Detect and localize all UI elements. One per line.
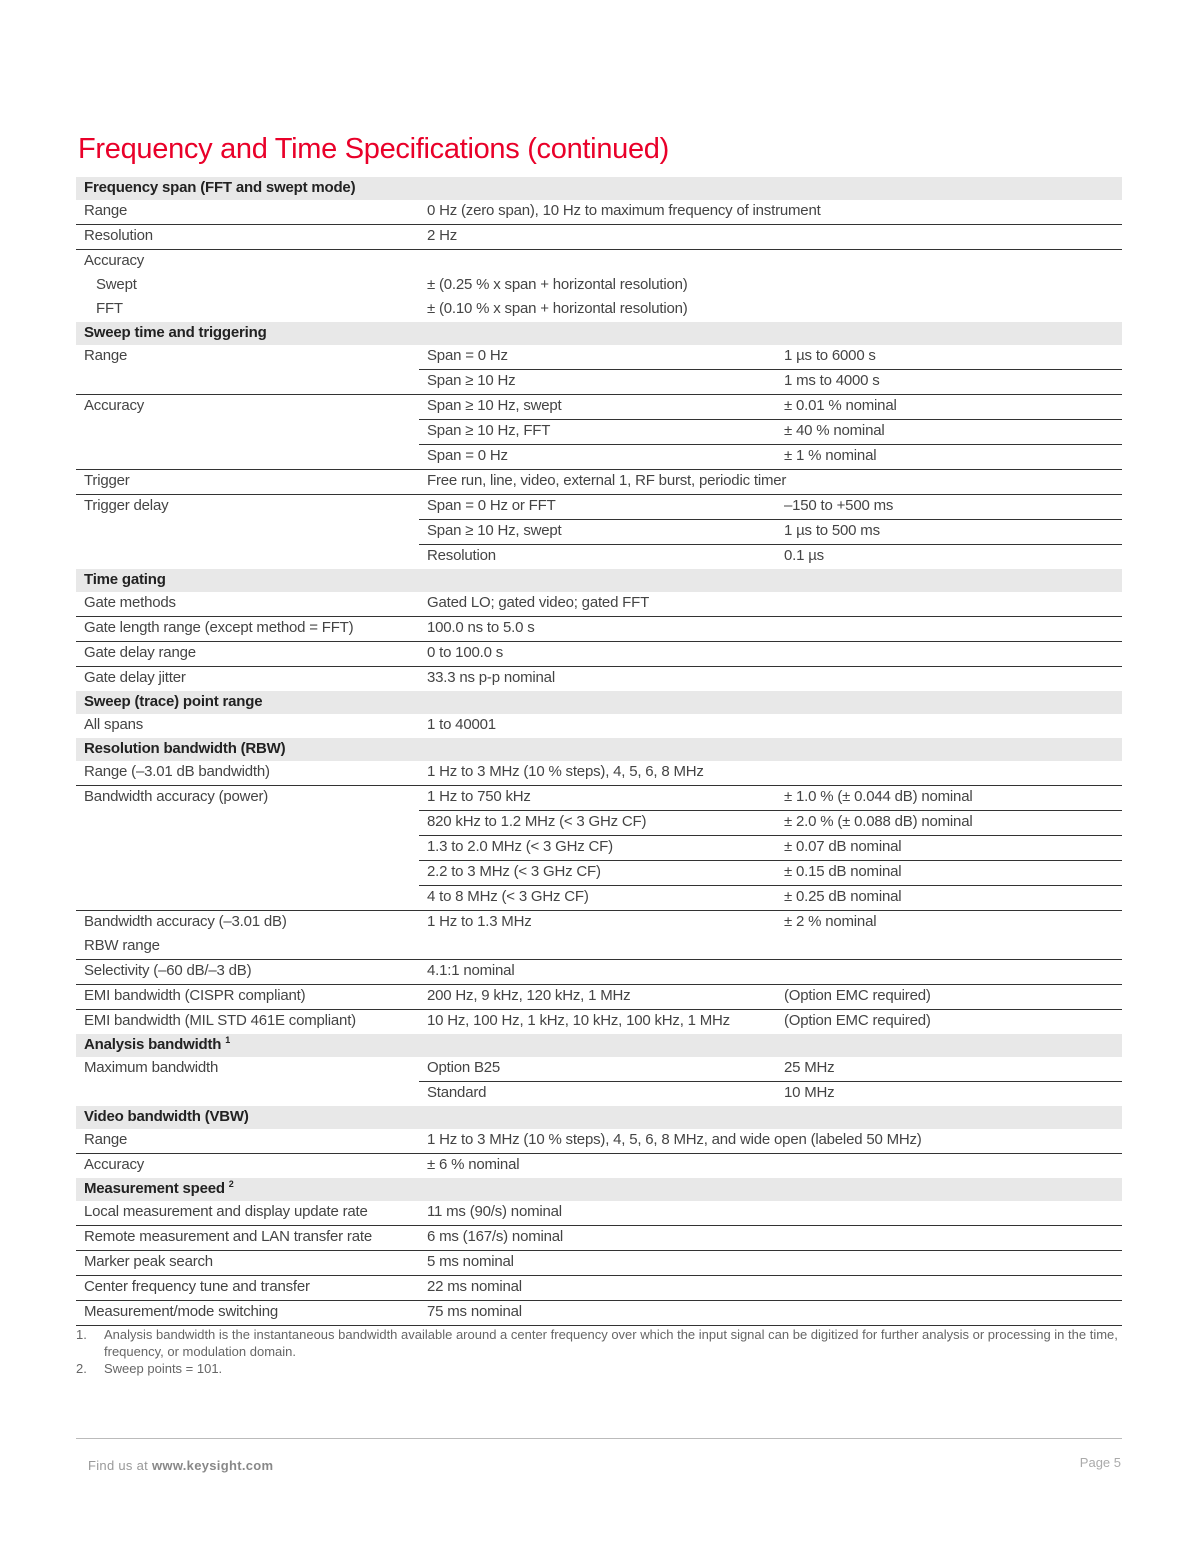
page-title: Frequency and Time Specifications (continued) bbox=[78, 133, 669, 166]
table-row bbox=[76, 1301, 1122, 1326]
row-label: Selectivity (–60 dB/–3 dB) bbox=[76, 960, 419, 985]
page-number: Page 5 bbox=[1079, 1455, 1121, 1470]
heading-text: Analysis bandwidth bbox=[84, 1036, 222, 1053]
footnote bbox=[76, 1360, 1122, 1377]
row-value: ± 0.25 dB nominal bbox=[776, 886, 1122, 911]
row-value: ± 0.15 dB nominal bbox=[776, 861, 1122, 886]
row-value: ± 2 % nominal bbox=[776, 911, 1122, 936]
row-label: Trigger delay bbox=[76, 495, 419, 520]
table-row bbox=[76, 225, 1122, 250]
row-condition: Span ≥ 10 Hz, swept bbox=[419, 395, 776, 420]
row-value: ± 0.07 dB nominal bbox=[776, 836, 1122, 861]
row-condition: Span ≥ 10 Hz bbox=[419, 370, 776, 395]
row-condition: Standard bbox=[419, 1082, 776, 1107]
row-label: All spans bbox=[84, 716, 144, 733]
row-label: Trigger bbox=[76, 470, 419, 495]
section-header bbox=[76, 738, 1122, 761]
section-heading: Sweep (trace) point range bbox=[76, 691, 1122, 714]
table-row bbox=[76, 935, 1122, 960]
table-row bbox=[76, 960, 1122, 985]
row-condition: 2.2 to 3 MHz (< 3 GHz CF) bbox=[419, 861, 776, 886]
table-row bbox=[76, 420, 1122, 445]
row-value: 25 MHz bbox=[784, 1059, 835, 1076]
row-value: ± 1 % nominal bbox=[776, 445, 1122, 470]
row-value: 75 ms nominal bbox=[419, 1301, 1122, 1326]
row-value: 1 ms to 4000 s bbox=[776, 370, 1122, 395]
row-value: ± 40 % nominal bbox=[776, 420, 1122, 445]
row-value: 33.3 ns p-p nominal bbox=[419, 667, 1122, 692]
table-row bbox=[76, 520, 1122, 545]
row-value: ± 2.0 % (± 0.088 dB) nominal bbox=[776, 811, 1122, 836]
row-condition: Span = 0 Hz bbox=[427, 347, 508, 364]
row-value: 22 ms nominal bbox=[419, 1276, 1122, 1301]
row-value: 2 Hz bbox=[419, 225, 1122, 250]
row-value: 1 to 40001 bbox=[427, 716, 496, 733]
row-label: Range bbox=[84, 347, 128, 364]
row-label: Local measurement and display update rate bbox=[84, 1203, 368, 1220]
table-row bbox=[76, 761, 1122, 786]
table-row bbox=[76, 911, 1122, 936]
table-row bbox=[76, 714, 1122, 738]
section-heading: Time gating bbox=[76, 569, 1122, 592]
table-row bbox=[76, 274, 1122, 298]
footnote-number: 1. bbox=[76, 1327, 87, 1342]
table-row bbox=[76, 250, 1122, 275]
row-value: 1 µs to 6000 s bbox=[784, 347, 876, 364]
row-label: RBW range bbox=[84, 937, 160, 954]
footer-find-us bbox=[88, 1458, 273, 1473]
row-label: EMI bandwidth (CISPR compliant) bbox=[76, 985, 419, 1010]
section-header bbox=[76, 322, 1122, 345]
table-row bbox=[76, 1082, 1122, 1107]
table-row bbox=[76, 1057, 1122, 1082]
row-condition: 1.3 to 2.0 MHz (< 3 GHz CF) bbox=[419, 836, 776, 861]
footer-website-link[interactable]: www.keysight.com bbox=[152, 1458, 274, 1473]
section-heading: Sweep time and triggering bbox=[76, 322, 1122, 345]
row-label: Center frequency tune and transfer bbox=[76, 1276, 419, 1301]
section-header bbox=[76, 177, 1122, 200]
section-header bbox=[76, 1178, 1122, 1201]
section-header bbox=[76, 1106, 1122, 1129]
row-label: Gate methods bbox=[84, 594, 176, 611]
row-value: ± 6 % nominal bbox=[419, 1154, 1122, 1179]
row-label: Accuracy bbox=[76, 1154, 419, 1179]
footer-divider bbox=[76, 1438, 1122, 1439]
section-header bbox=[76, 1034, 1122, 1057]
row-label: EMI bandwidth (MIL STD 461E compliant) bbox=[76, 1010, 419, 1035]
table-row bbox=[76, 345, 1122, 370]
section-heading bbox=[76, 1034, 1122, 1057]
row-value: 6 ms (167/s) nominal bbox=[419, 1226, 1122, 1251]
row-value: 11 ms (90/s) nominal bbox=[427, 1203, 562, 1220]
row-value: Free run, line, video, external 1, RF burst, periodic timer bbox=[419, 470, 1122, 495]
row-value: 4.1:1 nominal bbox=[419, 960, 1122, 985]
table-row bbox=[76, 1226, 1122, 1251]
table-row bbox=[76, 1276, 1122, 1301]
row-value: 1 Hz to 3 MHz (10 % steps), 4, 5, 6, 8 MHz, and wide open (labeled 50 MHz) bbox=[427, 1131, 922, 1148]
row-condition: Resolution bbox=[419, 545, 776, 570]
row-condition: Option B25 bbox=[427, 1059, 501, 1076]
row-value: 1 Hz to 3 MHz (10 % steps), 4, 5, 6, 8 MHz bbox=[427, 763, 704, 780]
table-row bbox=[76, 1154, 1122, 1179]
table-row bbox=[76, 1201, 1122, 1226]
row-label: Range bbox=[84, 1131, 128, 1148]
row-label: Resolution bbox=[76, 225, 419, 250]
row-label: Bandwidth accuracy (power) bbox=[76, 786, 419, 811]
row-value: ± 1.0 % (± 0.044 dB) nominal bbox=[776, 786, 1122, 811]
row-condition: Span ≥ 10 Hz, FFT bbox=[419, 420, 776, 445]
row-condition: Span ≥ 10 Hz, swept bbox=[419, 520, 776, 545]
table-row bbox=[76, 617, 1122, 642]
table-row bbox=[76, 298, 1122, 322]
heading-text: Measurement speed bbox=[84, 1180, 225, 1197]
table-row bbox=[76, 1129, 1122, 1154]
row-value: 10 Hz, 100 Hz, 1 kHz, 10 kHz, 100 kHz, 1 MHz bbox=[419, 1010, 776, 1035]
spec-table bbox=[76, 177, 1122, 1326]
row-note: (Option EMC required) bbox=[776, 1010, 1122, 1035]
footer-prefix: Find us at bbox=[88, 1458, 149, 1473]
row-value: ± 0.01 % nominal bbox=[776, 395, 1122, 420]
table-row bbox=[76, 1010, 1122, 1035]
table-row bbox=[76, 1251, 1122, 1276]
table-row bbox=[76, 395, 1122, 420]
row-value: ± (0.10 % x span + horizontal resolution) bbox=[427, 300, 688, 317]
row-condition: Span = 0 Hz bbox=[419, 445, 776, 470]
row-label: Marker peak search bbox=[76, 1251, 419, 1276]
row-value: 200 Hz, 9 kHz, 120 kHz, 1 MHz bbox=[419, 985, 776, 1010]
row-value: 100.0 ns to 5.0 s bbox=[419, 617, 1122, 642]
section-heading: Video bandwidth (VBW) bbox=[76, 1106, 1122, 1129]
footnote-number: 2. bbox=[76, 1361, 87, 1376]
row-label: Measurement/mode switching bbox=[76, 1301, 419, 1326]
table-row bbox=[76, 370, 1122, 395]
row-label: Accuracy bbox=[76, 395, 419, 420]
row-label: Gate delay jitter bbox=[76, 667, 419, 692]
row-value: ± (0.25 % x span + horizontal resolution) bbox=[427, 276, 688, 293]
table-row bbox=[76, 592, 1122, 617]
table-row bbox=[76, 811, 1122, 836]
row-condition: 1 Hz to 1.3 MHz bbox=[419, 911, 776, 936]
section-header bbox=[76, 569, 1122, 592]
row-value: Gated LO; gated video; gated FFT bbox=[427, 594, 650, 611]
row-label: Range bbox=[84, 202, 128, 219]
footnote-text: Analysis bandwidth is the instantaneous bandwidth available around a center frequency over which the input signal can be digitized for further analysis or processing in the time, frequency, or modulation domain. bbox=[104, 1327, 1118, 1359]
table-row bbox=[76, 445, 1122, 470]
table-row bbox=[76, 495, 1122, 520]
table-row bbox=[76, 470, 1122, 495]
row-value: 5 ms nominal bbox=[419, 1251, 1122, 1276]
row-condition: 820 kHz to 1.2 MHz (< 3 GHz CF) bbox=[419, 811, 776, 836]
row-label: Remote measurement and LAN transfer rate bbox=[76, 1226, 419, 1251]
table-row bbox=[76, 642, 1122, 667]
row-value: 10 MHz bbox=[776, 1082, 1122, 1107]
footnotes bbox=[76, 1326, 1122, 1377]
footnote-ref: 1 bbox=[225, 1035, 231, 1045]
table-row bbox=[76, 861, 1122, 886]
row-value: –150 to +500 ms bbox=[776, 495, 1122, 520]
section-heading: Resolution bandwidth (RBW) bbox=[76, 738, 1122, 761]
footnote-text: Sweep points = 101. bbox=[104, 1361, 223, 1376]
row-label: Accuracy bbox=[76, 250, 419, 275]
row-condition: Span = 0 Hz or FFT bbox=[419, 495, 776, 520]
table-row bbox=[76, 786, 1122, 811]
row-value: 1 µs to 500 ms bbox=[776, 520, 1122, 545]
row-label: FFT bbox=[96, 300, 123, 317]
table-row bbox=[76, 836, 1122, 861]
row-condition: 1 Hz to 750 kHz bbox=[419, 786, 776, 811]
row-value: 0.1 µs bbox=[776, 545, 1122, 570]
footnote-ref: 2 bbox=[228, 1179, 234, 1189]
section-heading bbox=[76, 1178, 1122, 1201]
table-row bbox=[76, 985, 1122, 1010]
row-label: Gate length range (except method = FFT) bbox=[76, 617, 419, 642]
table-row bbox=[76, 200, 1122, 225]
row-label: Swept bbox=[96, 276, 137, 293]
row-value: 0 to 100.0 s bbox=[419, 642, 1122, 667]
section-header bbox=[76, 691, 1122, 714]
table-row bbox=[76, 886, 1122, 911]
row-label: Range (–3.01 dB bandwidth) bbox=[84, 763, 270, 780]
row-label: Gate delay range bbox=[76, 642, 419, 667]
row-value: 0 Hz (zero span), 10 Hz to maximum frequency of instrument bbox=[427, 202, 821, 219]
table-row bbox=[76, 667, 1122, 692]
section-heading: Frequency span (FFT and swept mode) bbox=[76, 177, 1122, 200]
table-row bbox=[76, 545, 1122, 570]
row-label: Maximum bandwidth bbox=[84, 1059, 219, 1076]
row-label: Bandwidth accuracy (–3.01 dB) bbox=[76, 911, 419, 936]
row-condition: 4 to 8 MHz (< 3 GHz CF) bbox=[419, 886, 776, 911]
footnote bbox=[76, 1326, 1122, 1360]
row-note: (Option EMC required) bbox=[776, 985, 1122, 1010]
